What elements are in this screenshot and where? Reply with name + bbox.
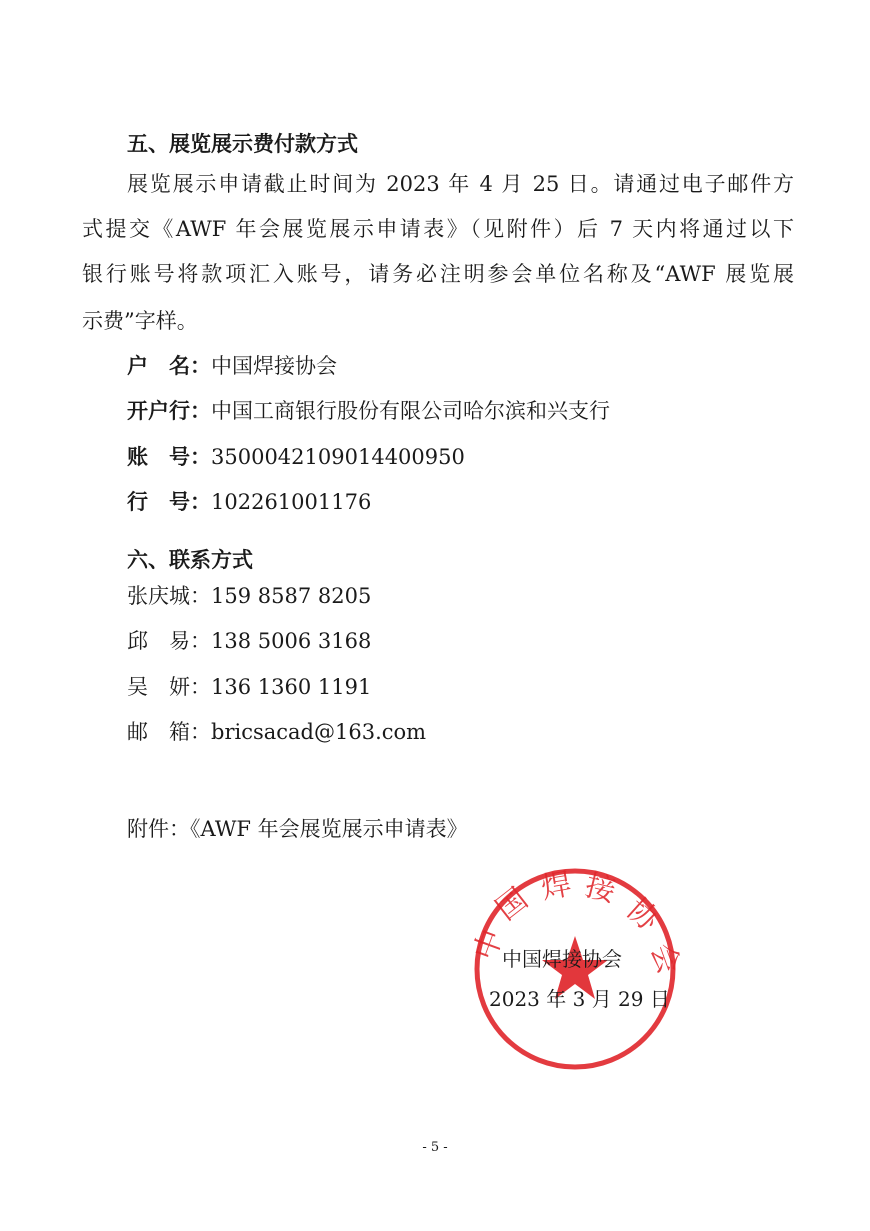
contact-row (127, 582, 371, 610)
bank-value: 3500042109014400950 (211, 445, 465, 469)
svg-text:焊: 焊 (538, 866, 575, 907)
signature-date: 2023 年 3 月 29 日 (489, 987, 670, 1011)
bank-row-bank-code (127, 488, 371, 516)
paragraph-line-1: 展览展示申请截止时间为 2023 年 4 月 25 日。请通过电子邮件方 (127, 172, 794, 196)
contact-value: bricsacad@163.com (211, 720, 427, 744)
svg-text:接: 接 (581, 868, 620, 910)
bank-row-account-number (127, 443, 465, 471)
bank-row-account-name (127, 352, 337, 380)
contact-value: 138 5006 3168 (211, 629, 372, 653)
bank-label: 行 号： (127, 489, 211, 514)
contact-label: 邱 易： (127, 629, 211, 653)
contact-label: 邮 箱： (127, 720, 211, 744)
svg-text:协: 协 (619, 891, 666, 938)
bank-label: 户 名： (127, 353, 211, 378)
contact-value: 159 8587 8205 (211, 584, 372, 608)
contact-row (127, 627, 371, 655)
bank-value: 中国焊接协会 (211, 354, 337, 378)
contact-row (127, 673, 371, 701)
section-heading-contact: 六、联系方式 (127, 547, 253, 572)
svg-text:中: 中 (467, 924, 511, 965)
paragraph-line-3: 银行账号将款项汇入账号，请务必注明参会单位名称及“AWF 展览展 (82, 262, 794, 286)
page-number: - 5 - (422, 1140, 448, 1155)
section-heading-payment: 五、展览展示费付款方式 (127, 131, 358, 156)
signature-organization: 中国焊接协会 (502, 947, 622, 971)
contact-label: 张庆城： (127, 584, 211, 608)
contact-row-email (127, 718, 426, 746)
bank-label: 账 号： (127, 444, 211, 469)
bank-value: 102261001176 (211, 490, 372, 514)
paragraph-line-4: 示费”字样。 (82, 309, 198, 333)
contact-value: 136 1360 1191 (211, 675, 372, 699)
attachment-note: 附件：《AWF 年会展览展示申请表》 (127, 817, 468, 841)
paragraph-line-2: 式提交《AWF 年会展览展示申请表》（见附件）后 7 天内将通过以下 (82, 217, 794, 241)
bank-value: 中国工商银行股份有限公司哈尔滨和兴支行 (211, 399, 610, 423)
svg-text:会: 会 (643, 938, 687, 979)
contact-label: 吴 妍： (127, 675, 211, 699)
svg-text:国: 国 (489, 881, 535, 928)
bank-label: 开户行： (127, 398, 211, 423)
bank-row-bank (127, 397, 610, 425)
